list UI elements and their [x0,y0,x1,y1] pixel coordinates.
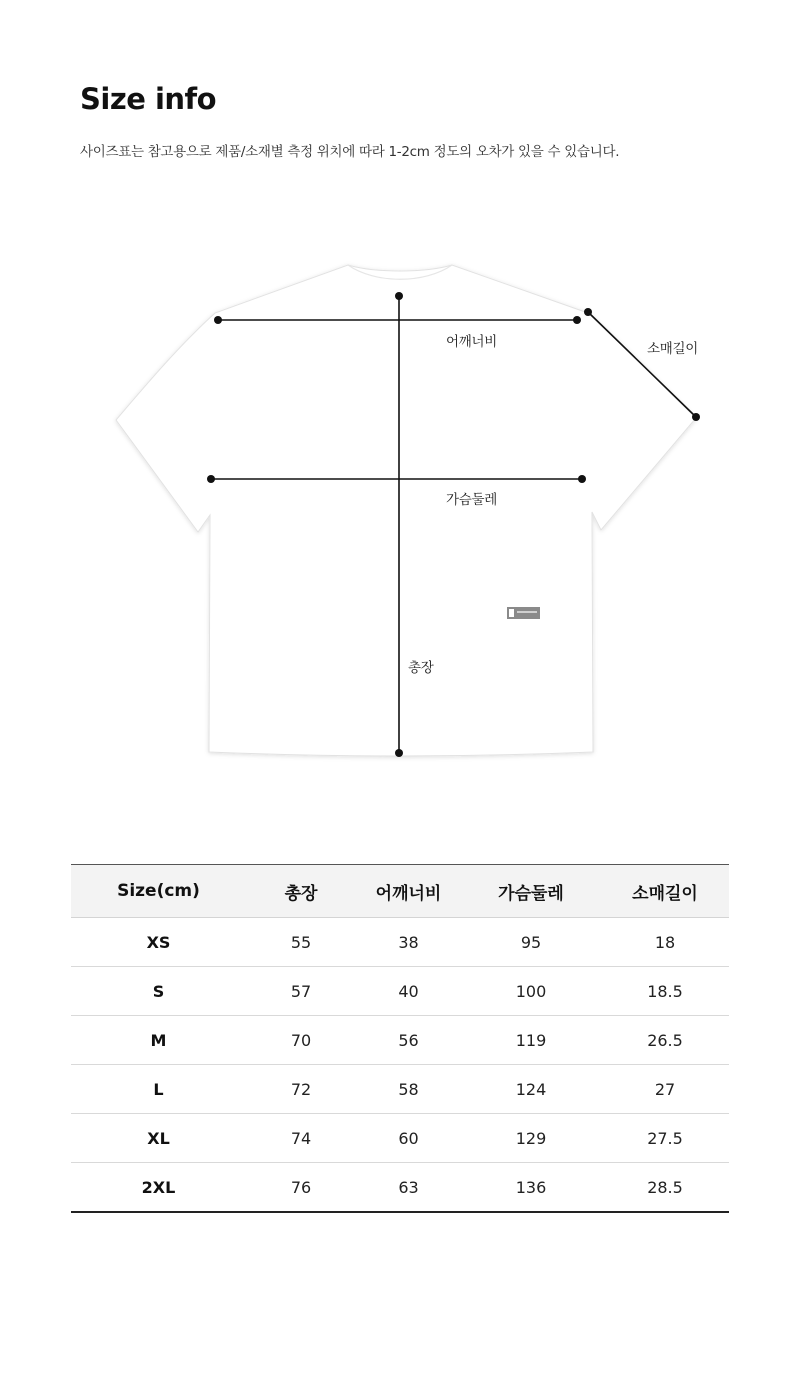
chest-dot-right [578,475,586,483]
shoulder-cell: 58 [356,1065,461,1114]
column-header-chest: 가슴둘레 [461,865,601,918]
sleeve-dot-top [584,308,592,316]
column-header-shoulder: 어깨너비 [356,865,461,918]
chest-dot-left [207,475,215,483]
table-row [71,1016,729,1065]
chest-cell: 95 [461,918,601,967]
size-note: 사이즈표는 참고용으로 제품/소재별 측정 위치에 따라 1-2cm 정도의 오차가 있을 수 있습니다. [80,144,620,160]
column-header-size: Size(cm) [71,865,246,918]
table-header-row [71,865,729,918]
size-cell: 2XL [141,1177,176,1197]
length-cell: 55 [246,918,356,967]
chest-cell: 100 [461,967,601,1016]
size-cell: L [71,1065,246,1114]
table-row [71,967,729,1016]
chest-label: 가슴둘레 [446,492,497,508]
sleeve-label: 소매길이 [647,341,698,357]
length-dot-bottom [395,749,403,757]
shoulder-cell: 38 [356,918,461,967]
sleeve-cell: 27.5 [601,1114,729,1163]
tshirt-shape [116,265,696,756]
shoulder-label: 어깨너비 [446,334,497,350]
sleeve-cell: 18.5 [601,967,729,1016]
sleeve-cell: 27 [601,1065,729,1114]
chest-cell: 136 [515,1177,547,1197]
shoulder-cell: 40 [356,967,461,1016]
table-row [71,1163,729,1213]
length-cell: 76 [290,1177,312,1197]
size-cell: M [71,1016,246,1065]
length-cell: 57 [246,967,356,1016]
length-cell: 74 [246,1114,356,1163]
shoulder-cell: 63 [398,1177,419,1197]
table-row [71,918,729,967]
column-header-sleeve: 소매길이 [601,865,729,918]
sleeve-cell: 26.5 [601,1016,729,1065]
shoulder-dot-left [214,316,222,324]
length-label: 총장 [408,660,434,676]
length-dot-top [395,292,403,300]
sleeve-cell: 28.5 [647,1177,683,1197]
size-cell: XS [71,918,246,967]
chest-cell: 119 [461,1016,601,1065]
chest-cell: 129 [461,1114,601,1163]
sleeve-dot-bottom [692,413,700,421]
shoulder-cell: 60 [356,1114,461,1163]
column-header-length: 총장 [246,865,356,918]
size-table [71,864,729,1213]
size-cell: S [71,967,246,1016]
table-row [71,1065,729,1114]
table-row [71,1114,729,1163]
length-cell: 70 [246,1016,356,1065]
chest-cell: 124 [461,1065,601,1114]
shoulder-cell: 56 [356,1016,461,1065]
size-cell: XL [71,1114,246,1163]
length-cell: 72 [246,1065,356,1114]
shoulder-dot-right [573,316,581,324]
sleeve-cell: 18 [601,918,729,967]
page-title: Size info [80,82,217,116]
